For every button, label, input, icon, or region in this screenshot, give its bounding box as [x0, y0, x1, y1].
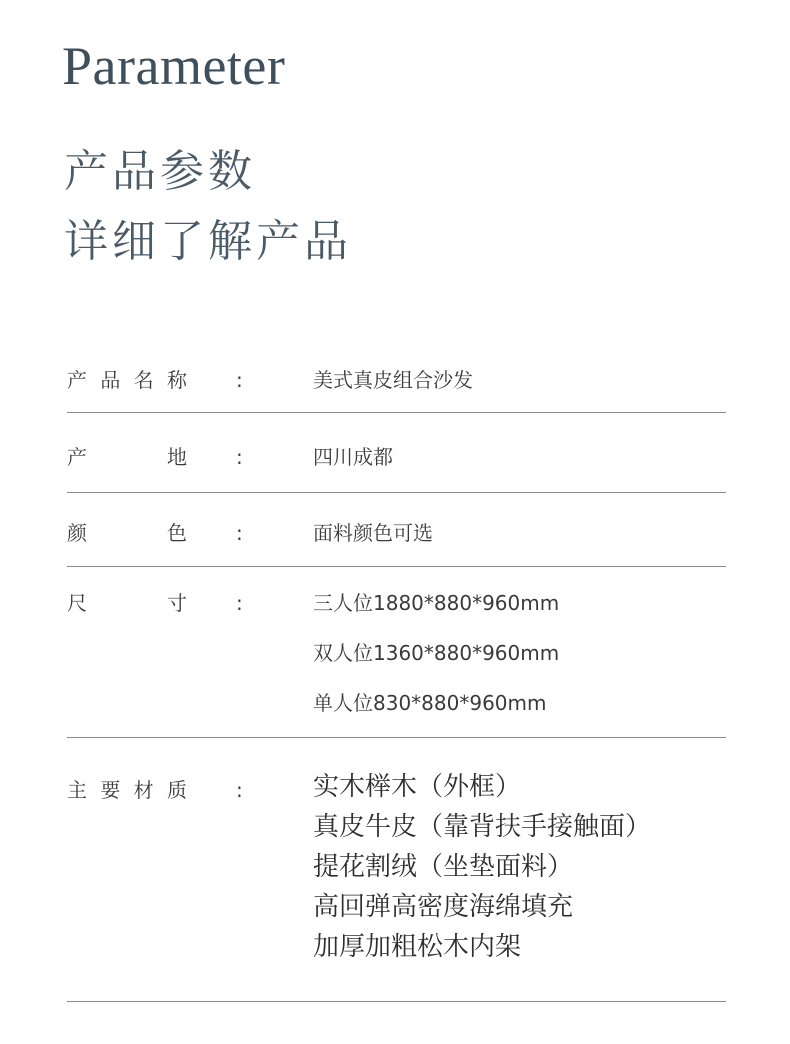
- param-colon: :: [236, 591, 243, 615]
- param-colon: :: [236, 445, 243, 469]
- param-label: 颜 色: [67, 521, 187, 545]
- param-value: 面料颜色可选: [313, 521, 433, 545]
- param-label: 尺 寸: [67, 591, 187, 615]
- param-colon: :: [236, 521, 243, 545]
- param-label: 产 品 名 称: [67, 368, 187, 392]
- row-divider: [67, 566, 726, 567]
- row-divider: [67, 492, 726, 493]
- page-title-cn: 产品参数: [64, 146, 256, 197]
- row-divider: [67, 1001, 726, 1002]
- page-title-en: Parameter: [62, 36, 286, 96]
- param-value: 四川成都: [313, 445, 393, 469]
- page-subtitle-cn: 详细了解产品: [64, 216, 352, 267]
- param-label: 产 地: [67, 445, 187, 469]
- param-value: 美式真皮组合沙发: [313, 368, 473, 392]
- row-divider: [67, 737, 726, 738]
- row-divider: [67, 412, 726, 413]
- param-value: 三人位1880*880*960mm 双人位1360*880*960mm 单人位830*880*960mm: [313, 591, 560, 715]
- param-value: 实木榉木（外框） 真皮牛皮（靠背扶手接触面） 提花割绒（坐垫面料） 高回弹高密度海绵填充 加厚加粗松木内架: [313, 772, 652, 962]
- param-label: 主 要 材 质: [67, 778, 187, 802]
- param-colon: :: [236, 778, 243, 802]
- param-colon: :: [236, 368, 243, 392]
